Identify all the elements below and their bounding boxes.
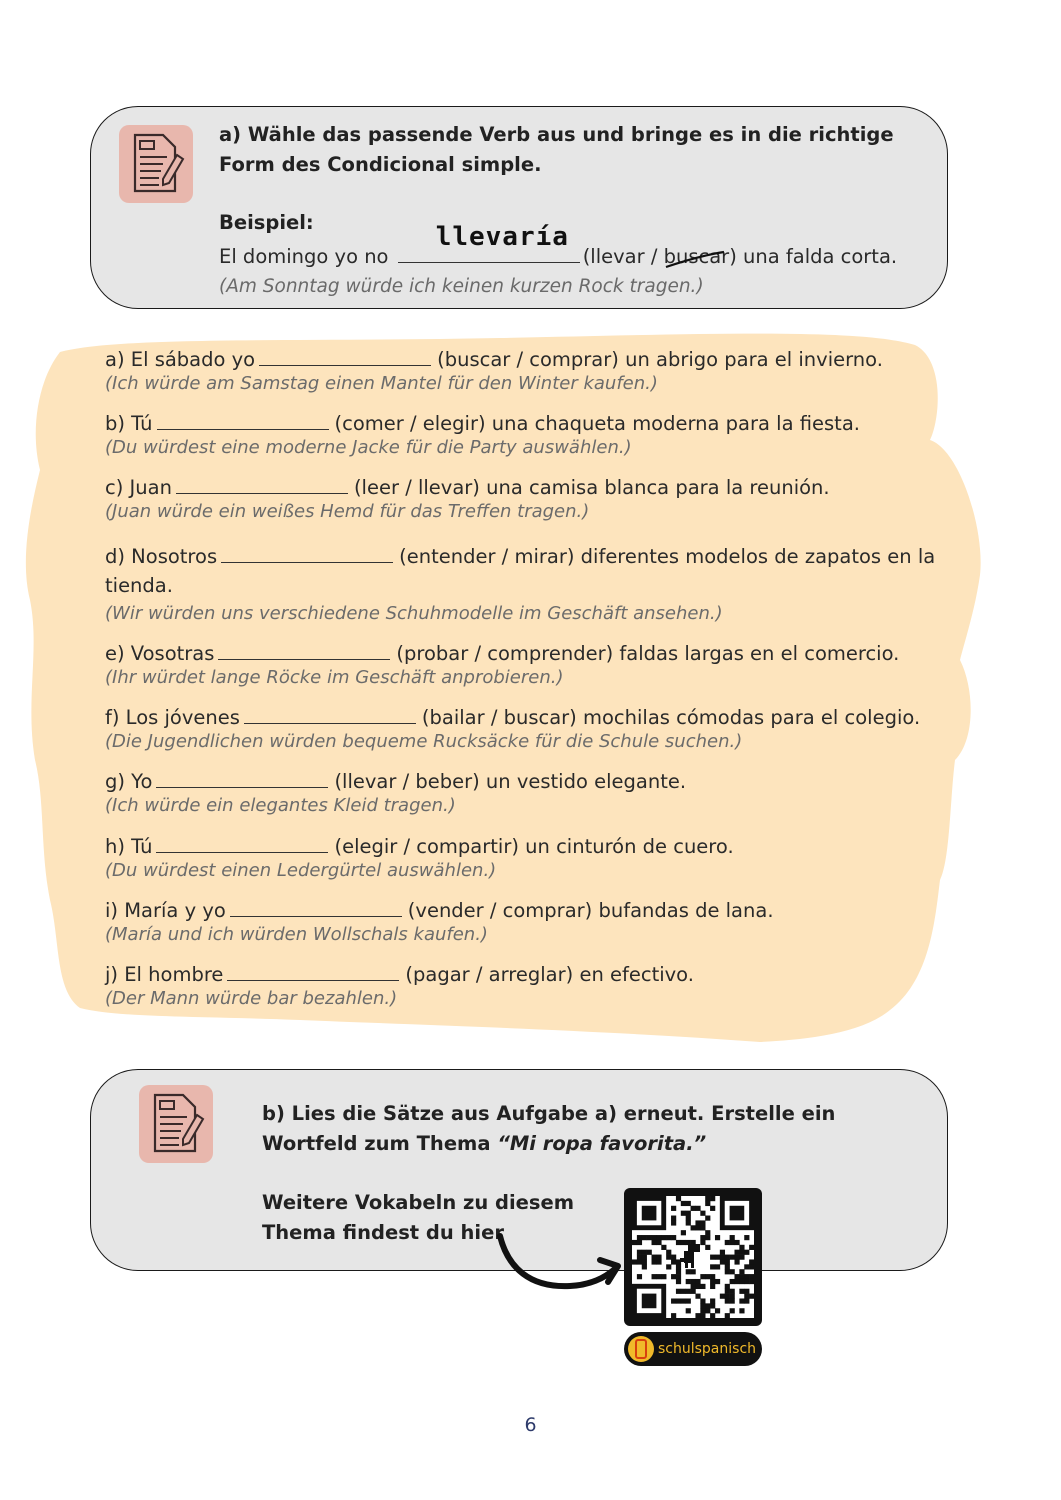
answer-blank[interactable] bbox=[259, 346, 431, 366]
example-options-close: ) bbox=[729, 245, 737, 268]
exercise-item: g) Yo (llevar / beber) un vestido elegante. (Ich würde ein elegantes Kleid tragen.) bbox=[105, 770, 687, 816]
answer-blank[interactable] bbox=[218, 640, 390, 660]
answer-blank[interactable] bbox=[157, 410, 329, 430]
exercise-item: j) El hombre (pagar / arreglar) en efectivo. (Der Mann würde bar bezahlen.) bbox=[105, 963, 694, 1009]
task-a-box bbox=[90, 106, 948, 309]
qr-pattern bbox=[632, 1196, 754, 1318]
answer-blank[interactable] bbox=[156, 768, 328, 788]
struck-option: buscar bbox=[663, 245, 730, 268]
exercise-item: c) Juan (leer / llevar) una camisa blanca para la reunión. (Juan würde ein weißes Hemd für das Treffen tragen.) bbox=[105, 476, 830, 522]
answer-blank[interactable] bbox=[230, 897, 402, 917]
worksheet-icon bbox=[119, 125, 193, 203]
answer-blank[interactable] bbox=[227, 961, 399, 981]
task-b-title: b) Lies die Sätze aus Aufgabe a) erneut. Erstelle ein Wortfeld zum Thema “Mi ropa favorita.” bbox=[262, 1102, 836, 1155]
worksheet-icon bbox=[139, 1085, 213, 1163]
exercise-item: d) Nosotros (entender / mirar) diferentes modelos de zapatos en la tienda. (Wir würden uns verschiedene Schuhmodelle im Geschäft ansehen.) bbox=[105, 545, 936, 624]
qr-badge-label: schulspanisch bbox=[658, 1341, 757, 1357]
dinosaur-icon bbox=[680, 1244, 700, 1268]
example-options-open: (llevar / bbox=[582, 245, 664, 268]
answer-blank[interactable] bbox=[156, 833, 328, 853]
answer-blank[interactable] bbox=[221, 543, 393, 563]
vocab-hint: Weitere Vokabeln zu diesem Thema findest du hier bbox=[262, 1191, 575, 1244]
qr-badge bbox=[624, 1332, 762, 1366]
example-after: una falda corta. bbox=[736, 245, 898, 268]
exercise-item: a) El sábado yo (buscar / comprar) un abrigo para el invierno. (Ich würde am Samstag einen Mantel für den Winter kaufen.) bbox=[105, 348, 883, 394]
example-answer: llevaría bbox=[435, 222, 569, 252]
answer-blank[interactable] bbox=[176, 474, 348, 494]
example-translation: (Am Sonntag würde ich keinen kurzen Rock tragen.) bbox=[219, 276, 704, 297]
exercise-item: e) Vosotras (probar / comprender) faldas largas en el comercio. (Ihr würdet lange Röcke im Geschäft anprobieren.) bbox=[105, 642, 900, 688]
exercise-item: i) María y yo (vender / comprar) bufandas de lana. (María und ich würden Wollschals kaufen.) bbox=[105, 899, 774, 945]
task-a-title: a) Wähle das passende Verb aus und bringe es in die richtige Form des Condicional simple. bbox=[219, 123, 894, 176]
example-answer-line bbox=[398, 222, 580, 263]
exercise-item: h) Tú (elegir / compartir) un cinturón de cuero. (Du würdest einen Ledergürtel auswählen.) bbox=[105, 835, 734, 881]
qr-code[interactable] bbox=[624, 1188, 762, 1326]
page-number: 6 bbox=[524, 1414, 537, 1436]
example-label: Beispiel: bbox=[219, 211, 314, 234]
exercise-item: b) Tú (comer / elegir) una chaqueta moderna para la fiesta. (Du würdest eine moderne Jacke für die Party auswählen.) bbox=[105, 412, 860, 458]
answer-blank[interactable] bbox=[244, 704, 416, 724]
arrow-icon bbox=[490, 1228, 630, 1298]
example-before: El domingo yo no bbox=[219, 245, 389, 268]
exercise-item: f) Los jóvenes (bailar / buscar) mochilas cómodas para el colegio. (Die Jugendlichen würden bequeme Rucksäcke für die Schule suchen.) bbox=[105, 706, 921, 752]
phone-icon bbox=[628, 1336, 654, 1362]
